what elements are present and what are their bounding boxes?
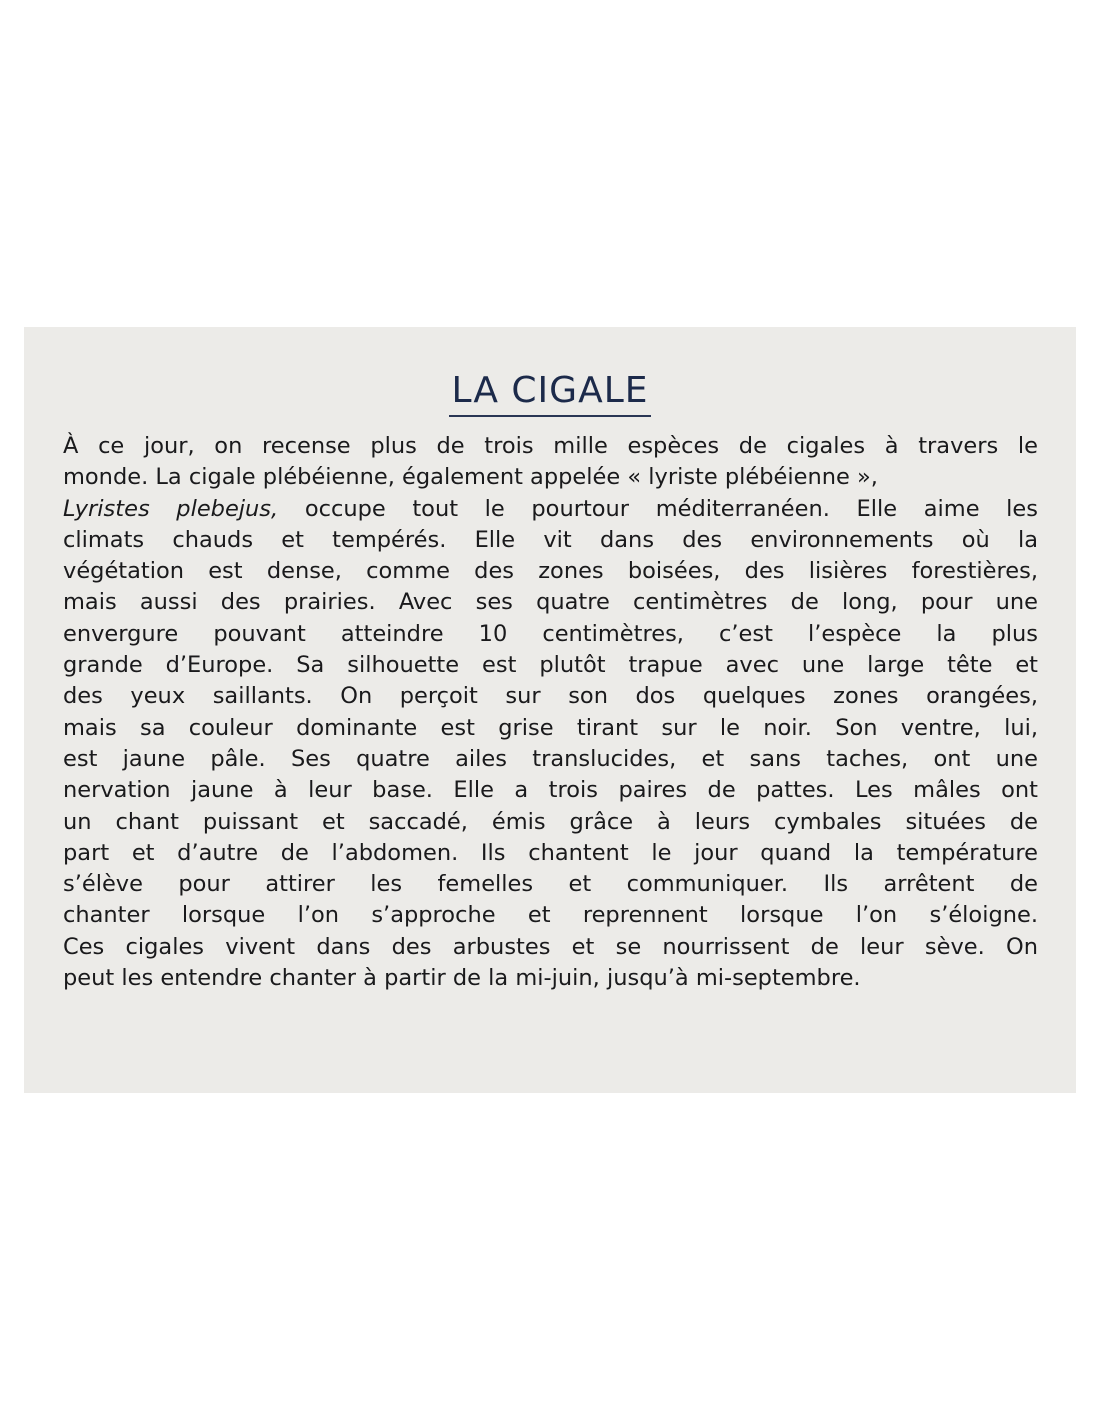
body-line-4: climats chauds et tempérés. Elle vit dans des environnements où la xyxy=(63,526,1038,553)
card-body xyxy=(63,431,1038,994)
body-line-3-text: occupe tout le pourtour méditerranéen. Elle aime les xyxy=(304,495,1038,522)
body-line-13: un chant puissant et saccadé, émis grâce à leurs cymbales situées de xyxy=(63,808,1038,835)
body-line-5: végétation est dense, comme des zones boisées, des lisières forestières, xyxy=(63,558,1038,585)
body-line-16: chanter lorsque l’on s’approche et reprennent lorsque l’on s’éloigne. xyxy=(63,902,1038,929)
body-line-18: peut les entendre chanter à partir de la mi-juin, jusqu’à mi-septembre. xyxy=(63,965,861,992)
body-line-3 xyxy=(63,494,1038,525)
body-line-1: À ce jour, on recense plus de trois mille espèces de cigales à travers le xyxy=(63,433,1038,459)
body-line-2: monde. La cigale plébéienne, également appelée « lyriste plébéienne », xyxy=(63,464,878,491)
body-line-14: part et d’autre de l’abdomen. Ils chantent le jour quand la température xyxy=(63,839,1038,866)
card-title: LA CIGALE xyxy=(449,370,650,417)
body-line-6: mais aussi des prairies. Avec ses quatre centimètres de long, pour une xyxy=(63,589,1038,616)
body-line-15: s’élève pour attirer les femelles et communiquer. Ils arrêtent de xyxy=(63,871,1038,898)
body-line-12: nervation jaune à leur base. Elle a trois paires de pattes. Les mâles ont xyxy=(63,777,1038,804)
body-line-8: grande d’Europe. Sa silhouette est plutôt trapue avec une large tête et xyxy=(63,652,1038,679)
info-card xyxy=(24,327,1076,1093)
body-line-10: mais sa couleur dominante est grise tirant sur le noir. Son ventre, lui, xyxy=(63,714,1038,741)
title-wrap xyxy=(24,327,1076,420)
body-line-11: est jaune pâle. Ses quatre ailes translucides, et sans taches, ont une xyxy=(63,745,1038,772)
body-line-9: des yeux saillants. On perçoit sur son dos quelques zones orangées, xyxy=(63,683,1038,710)
body-line-7: envergure pouvant atteindre 10 centimètres, c’est l’espèce la plus xyxy=(63,620,1038,647)
species-name: Lyristes plebejus, xyxy=(63,495,279,522)
body-line-17: Ces cigales vivent dans des arbustes et se nourrissent de leur sève. On xyxy=(63,933,1038,960)
